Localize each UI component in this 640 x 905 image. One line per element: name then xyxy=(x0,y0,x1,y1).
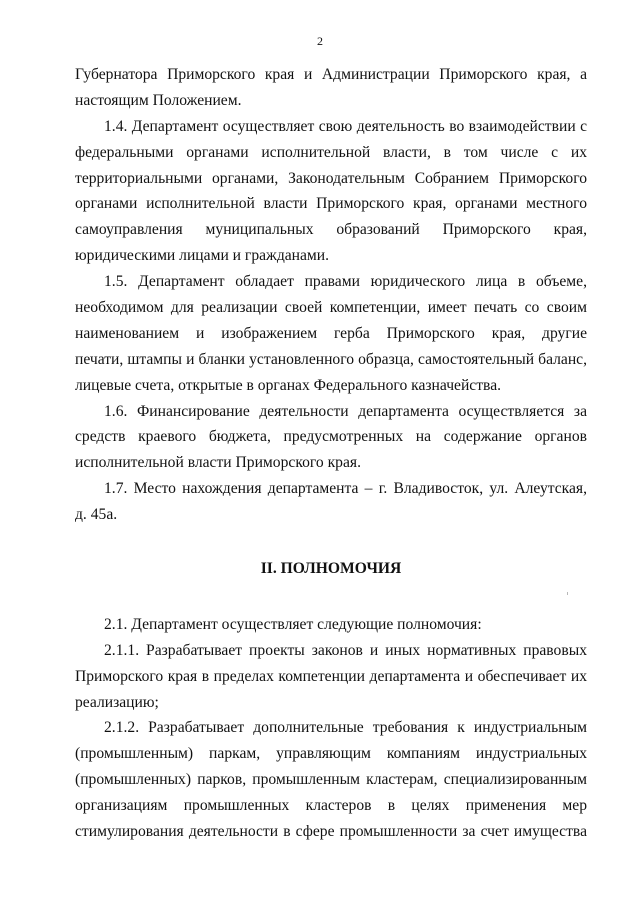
paragraph-1-6-line: 1.6. Финансирование деятельности департамента осуществляется за xyxy=(104,402,587,420)
text-line: реализацию; xyxy=(75,693,159,711)
section-heading: II. ПОЛНОМОЧИЯ xyxy=(260,560,402,578)
text-line: юридическими лицами и гражданами. xyxy=(75,247,330,265)
text-line: (промышленных) парков, промышленным кластерам, специализированным xyxy=(75,771,587,789)
text-line: д. 45а. xyxy=(75,506,118,524)
page-number: 2 xyxy=(317,34,323,48)
paragraph-2-1-1-line: 2.1.1. Разрабатывает проекты законов и иных нормативных правовых xyxy=(104,641,587,659)
text-line: средств краевого бюджета, предусмотренных на содержание органов xyxy=(75,428,587,446)
text-line: исполнительной власти Приморского края. xyxy=(75,454,361,472)
text-line: Губернатора Приморского края и Администрации Приморского края, а xyxy=(75,66,587,83)
text-line: печати, штампы и бланки установленного образца, самостоятельный баланс, xyxy=(75,350,587,368)
paragraph-1-4-line: 1.4. Департамент осуществляет свою деятельность во взаимодействии с xyxy=(104,117,587,135)
document-body xyxy=(75,62,587,845)
text-line: настоящим Положением. xyxy=(75,91,242,109)
scan-speck xyxy=(567,592,568,595)
paragraph-2-1-2-line: 2.1.2. Разрабатывает дополнительные требования к индустриальным xyxy=(104,719,587,737)
text-line: Приморского края в пределах компетенции департамента и обеспечивает их xyxy=(75,667,587,685)
text-line: (промышленным) паркам, управляющим компаниям индустриальных xyxy=(75,745,587,763)
text-line: территориальными органами, Законодательным Собранием Приморского xyxy=(75,169,587,187)
paragraph-1-7-line: 1.7. Место нахождения департамента – г. Владивосток, ул. Алеутская, xyxy=(104,480,587,498)
paragraph-2-1-line: 2.1. Департамент осуществляет следующие полномочия: xyxy=(104,615,482,633)
text-line: наименованием и изображением герба Приморского края, другие xyxy=(75,324,587,342)
text-line: органами исполнительной власти Приморского края, органами местного xyxy=(75,195,587,213)
text-line: необходимом для реализации своей компетенции, имеет печать со своим xyxy=(75,299,587,317)
text-line: лицевые счета, открытые в органах Федерального казначейства. xyxy=(75,376,502,394)
text-line: организациям промышленных кластеров в целях применения мер xyxy=(75,797,587,815)
text-line: стимулирования деятельности в сфере промышленности за счет имущества xyxy=(75,823,587,841)
text-line: федеральными органами исполнительной власти, в том числе с их xyxy=(75,143,587,161)
text-line: самоуправления муниципальных образований Приморского края, xyxy=(75,221,587,239)
paragraph-1-5-line: 1.5. Департамент обладает правами юридического лица в объеме, xyxy=(104,273,587,291)
